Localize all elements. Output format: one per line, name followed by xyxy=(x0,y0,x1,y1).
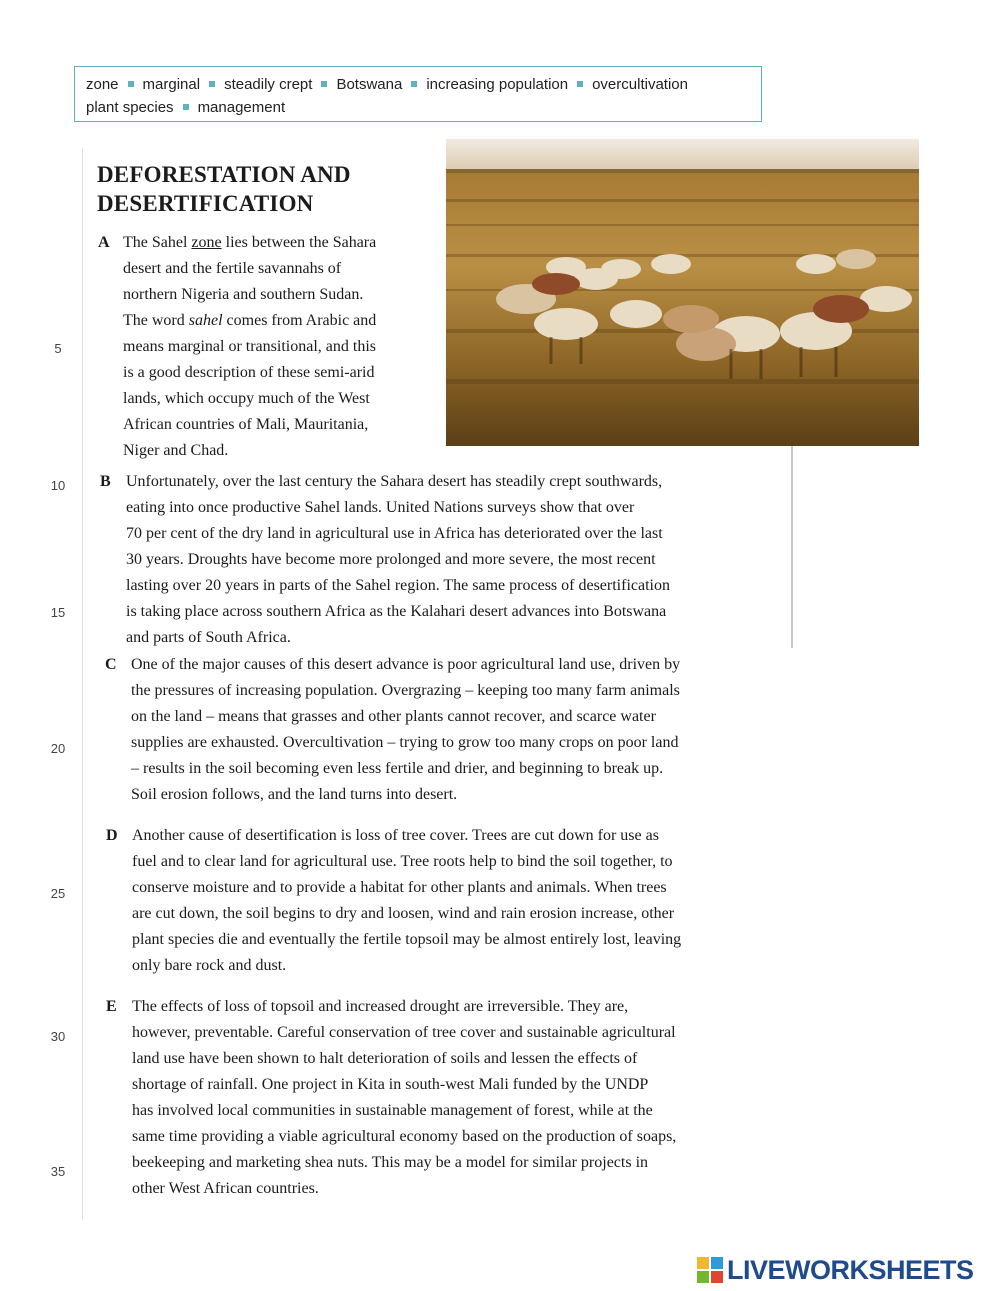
line-number-15: 15 xyxy=(50,605,66,620)
italic-word-sahel: sahel xyxy=(188,312,223,329)
word-management: management xyxy=(197,99,286,116)
column-rule xyxy=(791,446,793,648)
vocabulary-word-box xyxy=(74,66,762,122)
line-number-5: 5 xyxy=(54,341,62,356)
title-line-2: DESERTIFICATION xyxy=(97,191,314,216)
paragraph-label-e: E xyxy=(106,998,117,1015)
paragraph-label-c: C xyxy=(105,656,117,673)
title-line-1: DEFORESTATION AND xyxy=(97,162,351,187)
paragraph-a: The Sahel zone lies between the Sahara desert and the fertile savannahs of northern Nigeria and southern Sudan. The word sahel comes from Arabic and means marginal or transitional, and this is a good description of these semi-arid lands, which occupy much of the West African countries of Mali, Mauritania, Niger and Chad. xyxy=(123,234,377,459)
square-bullet-icon xyxy=(411,81,417,87)
line-number-25: 25 xyxy=(50,886,66,901)
word-box-line-1 xyxy=(86,73,751,96)
word-increasing-population: increasing population xyxy=(426,76,569,93)
word-steadily-crept: steadily crept xyxy=(224,76,313,93)
liveworksheets-branding[interactable] xyxy=(697,1254,974,1286)
article-title xyxy=(97,160,351,218)
liveworksheets-wordmark: LIVEWORKSHEETS xyxy=(727,1254,974,1285)
square-bullet-icon xyxy=(128,81,134,87)
line-number-30: 30 xyxy=(50,1029,66,1044)
gutter-line xyxy=(82,148,83,1220)
line-number-10: 10 xyxy=(50,478,66,493)
paragraph-label-b: B xyxy=(100,473,111,490)
paragraph-b: Unfortunately, over the last century the Sahara desert has steadily crept southwards, eating into once productive Sahel lands. United Nations surveys show that over 70 per cent of the dry land in agricultural use in Africa has deteriorated over the last 30 years. Droughts have become more prolonged and more severe, the most recent lasting over 20 years in parts of the Sahel region. The same process of desertification is taking place across southern Africa as the Kalahari desert advances into Botswana and parts of South Africa. xyxy=(126,473,670,646)
cattle-grazing-image xyxy=(446,139,919,446)
word-box-line-2 xyxy=(86,96,751,119)
paragraph-c: One of the major causes of this desert advance is poor agricultural land use, driven by the pressures of increasing population. Overgrazing – keeping too many farm animals on the land – means that grasses and other plants cannot recover, and scarce water supplies are exhausted. Overcultivation – trying to grow too many crops on poor land – results in the soil becoming even less fertile and drier, and beginning to break up. Soil erosion follows, and the land turns into desert. xyxy=(131,656,681,803)
square-bullet-icon xyxy=(577,81,583,87)
paragraph-e: The effects of loss of topsoil and increased drought are irreversible. They are, however, preventable. Careful conservation of tree cover and sustainable agricultural land use have been shown to halt deterioration of soils and lessen the effects of shortage of rainfall. One project in Kita in south-west Mali funded by the UNDP has involved local communities in sustainable management of forest, while at the same time providing a viable agricultural economy based on the production of soaps, beekeeping and marketing shea nuts. This may be a model for similar projects in other West African countries. xyxy=(132,998,677,1197)
word-botswana: Botswana xyxy=(336,76,403,93)
word-zone: zone xyxy=(86,76,119,93)
word-plant-species: plant species xyxy=(86,99,174,116)
square-bullet-icon xyxy=(209,81,215,87)
paragraph-label-a: A xyxy=(98,234,110,251)
sahel-cattle-photo xyxy=(446,139,919,446)
line-number-35: 35 xyxy=(50,1164,66,1179)
liveworksheets-logo-icon xyxy=(697,1257,723,1283)
line-number-20: 20 xyxy=(50,741,66,756)
square-bullet-icon xyxy=(321,81,327,87)
paragraph-d: Another cause of desertification is loss of tree cover. Trees are cut down for use as fuel and to clear land for agricultural use. Tree roots help to bind the soil together, to conserve moisture and to provide a habitat for other plants and animals. When trees are cut down, the soil begins to dry and loosen, wind and rain erosion increase, other plant species die and eventually the fertile topsoil may be almost entirely lost, leaving only bare rock and dust. xyxy=(132,827,682,974)
word-marginal: marginal xyxy=(142,76,201,93)
word-overcultivation: overcultivation xyxy=(592,76,688,93)
square-bullet-icon xyxy=(183,104,189,110)
paragraph-label-d: D xyxy=(106,827,118,844)
underlined-word-zone: zone xyxy=(191,234,222,251)
